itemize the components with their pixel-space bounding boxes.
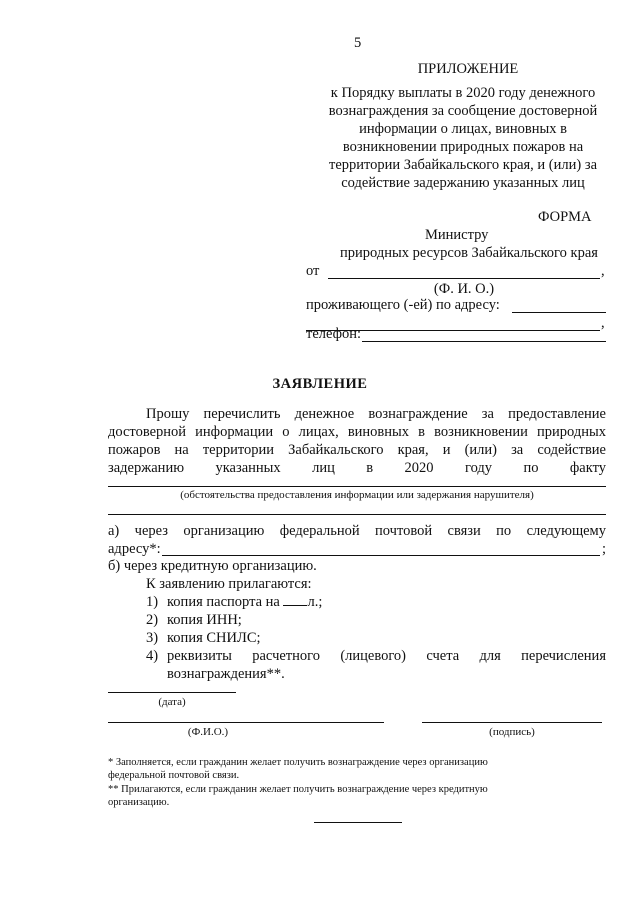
attachment-snils: копия СНИЛС; [167, 630, 261, 646]
attachment-account: реквизиты расчетного (лицевого) счета для перечисления [167, 648, 606, 664]
appendix-line: территории Забайкальского края, и (или) за [328, 157, 598, 173]
signature-field[interactable] [422, 722, 602, 723]
from-name-field[interactable] [328, 278, 600, 279]
semicolon: ; [602, 541, 607, 557]
appendix-line: возникновении природных пожаров на [342, 139, 584, 155]
paragraph-line: пожаров на территории Забайкальского края, и (или) за содействие [108, 442, 606, 458]
footnote-1-line1: * Заполняется, если гражданин желает получить вознаграждение через организацию [108, 757, 488, 768]
paragraph-line: достоверной информации о лицах, виновных в возникновении природных [108, 424, 606, 440]
postal-address-field[interactable] [162, 555, 600, 556]
addressee-line1: Министру [425, 227, 489, 243]
date-field[interactable] [108, 692, 236, 693]
footnote-1-line2: федеральной почтовой связи. [108, 770, 240, 781]
date-caption: (дата) [158, 696, 186, 708]
circumstances-field-2[interactable] [108, 514, 606, 515]
attachment-num: 2) [146, 612, 159, 628]
form-label: ФОРМА [538, 209, 592, 225]
comma: , [601, 263, 605, 279]
attachments-intro: К заявлению прилагаются: [146, 576, 312, 592]
phone-field[interactable] [362, 341, 606, 342]
appendix-line: вознаграждения за сообщение достоверной [328, 103, 598, 119]
appendix-title: ПРИЛОЖЕНИЕ [417, 61, 519, 77]
passport-pages-field[interactable] [283, 593, 307, 606]
attachment-num: 1) [146, 594, 159, 610]
fio-caption: (Ф. И. О.) [433, 281, 495, 297]
request-paragraph [108, 405, 606, 477]
paragraph-line: задержанию указанных лиц в 2020 году по факту [108, 460, 606, 476]
page-number: 5 [354, 35, 362, 51]
attachment-num: 4) [146, 648, 159, 664]
fio-sign-caption: (Ф.И.О.) [187, 726, 229, 738]
attachment-suffix: л.; [307, 594, 323, 610]
option-a-line2: адресу*: [108, 541, 161, 557]
footnote-2-line1: ** Прилагаются, если гражданин желает получить вознаграждение через кредитную [108, 784, 488, 795]
paragraph-line: Прошу перечислить денежное вознаграждение за предоставление [146, 406, 606, 422]
option-b: б) через кредитную организацию. [108, 558, 317, 574]
from-label: от [306, 263, 320, 279]
phone-label: телефон: [306, 326, 362, 342]
attachment-passport [167, 593, 322, 611]
signature-caption: (подпись) [489, 726, 535, 738]
appendix-text [310, 84, 616, 192]
option-a-line1: а) через организацию федеральной почтовой связи по следующему [108, 523, 606, 539]
circumstances-caption: (обстоятельства предоставления информации или задержания нарушителя) [180, 489, 534, 501]
appendix-line: содействие задержанию указанных лиц [341, 175, 585, 191]
document-title: ЗАЯВЛЕНИЕ [272, 376, 368, 392]
footnote-2-line2: организацию. [108, 797, 170, 808]
attachment-num: 3) [146, 630, 159, 646]
end-divider [314, 822, 402, 823]
attachment-inn: копия ИНН; [167, 612, 242, 628]
comma: , [601, 315, 605, 331]
circumstances-field[interactable] [108, 486, 606, 487]
residence-label: проживающего (-ей) по адресу: [306, 297, 500, 313]
fio-field[interactable] [108, 722, 384, 723]
appendix-line: информации о лицах, виновных в [359, 121, 567, 137]
addressee-line2: природных ресурсов Забайкальского края [340, 245, 598, 261]
attachment-text: копия паспорта на [167, 594, 284, 610]
appendix-line: к Порядку выплаты в 2020 году денежного [330, 85, 596, 101]
attachment-account-line2: вознаграждения**. [167, 666, 285, 682]
address-field-1[interactable] [512, 312, 606, 313]
